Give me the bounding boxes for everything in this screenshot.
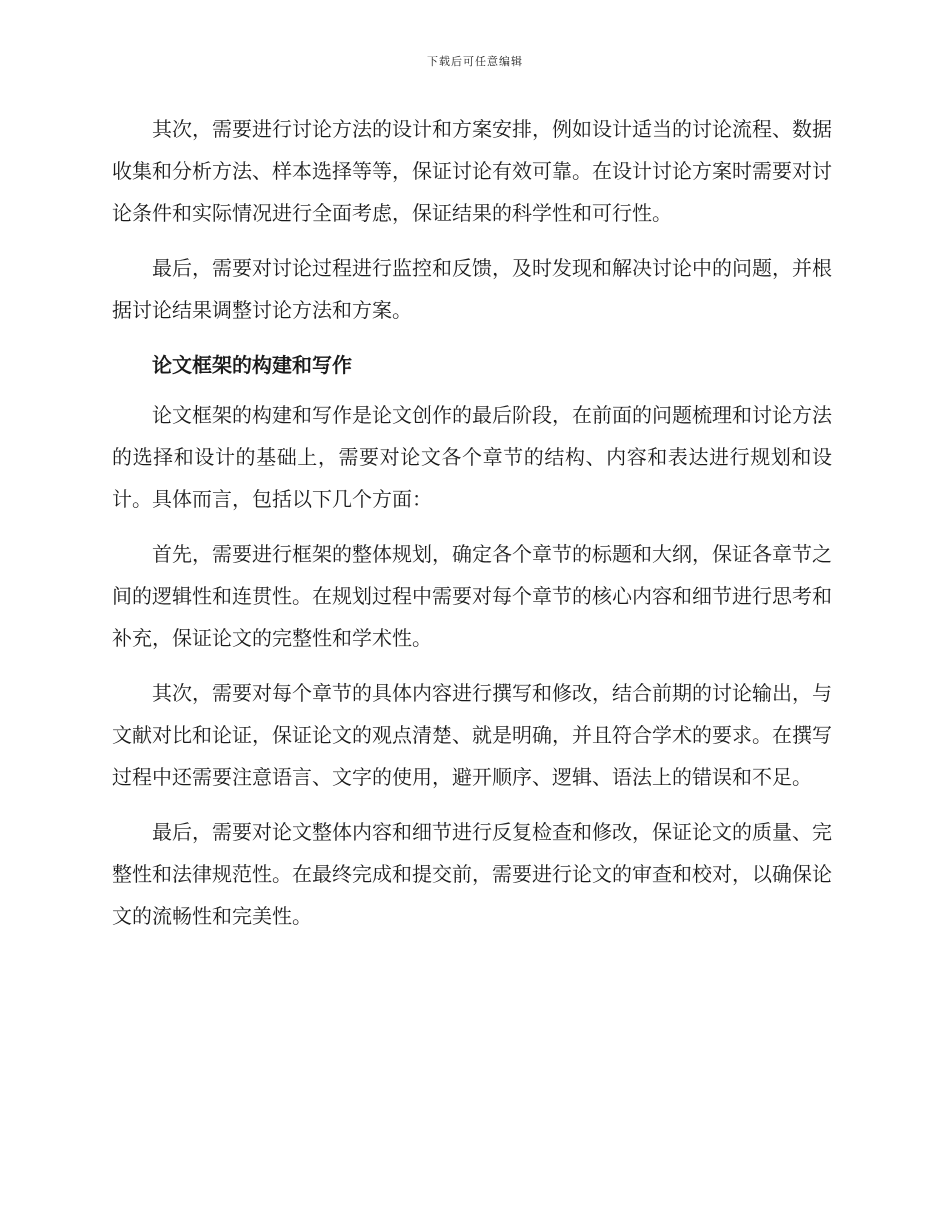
paragraph-chapter-writing: 其次，需要对每个章节的具体内容进行撰写和修改，结合前期的讨论输出，与文献对比和论证，保证论文的观点清楚、就是明确，并且符合学术的要求。在撰写过程中还需要注意语言、文字的使用，避开顺序、逻辑、语法上的错误和不足。 [112,681,832,789]
paragraph-method-design: 其次，需要进行讨论方法的设计和方案安排，例如设计适当的讨论流程、数据收集和分析方法、样本选择等等，保证讨论有效可靠。在设计讨论方案时需要对讨论条件和实际情况进行全面考虑，保证结果的科学性和可行性。 [112,117,832,225]
document-body [112,108,832,950]
section-heading: 论文框架的构建和写作 [152,353,352,377]
paragraph-overall-planning: 首先，需要进行框架的整体规划，确定各个章节的标题和大纲，保证各章节之间的逻辑性和连贯性。在规划过程中需要对每个章节的核心内容和细节进行思考和补充，保证论文的完整性和学术性。 [112,542,832,650]
paragraph-framework-intro: 论文框架的构建和写作是论文创作的最后阶段，在前面的问题梳理和讨论方法的选择和设计的基础上，需要对论文各个章节的结构、内容和表达进行规划和设计。具体而言，包括以下几个方面： [112,403,832,511]
paragraph-final-review: 最后，需要对论文整体内容和细节进行反复检查和修改，保证论文的质量、完整性和法律规范性。在最终完成和提交前，需要进行论文的审查和校对，以确保论文的流畅性和完美性。 [112,820,832,928]
paragraph-monitoring: 最后，需要对讨论过程进行监控和反馈，及时发现和解决讨论中的问题，并根据讨论结果调整讨论方法和方案。 [112,256,832,322]
page-header: 下载后可任意编辑 [427,55,523,68]
